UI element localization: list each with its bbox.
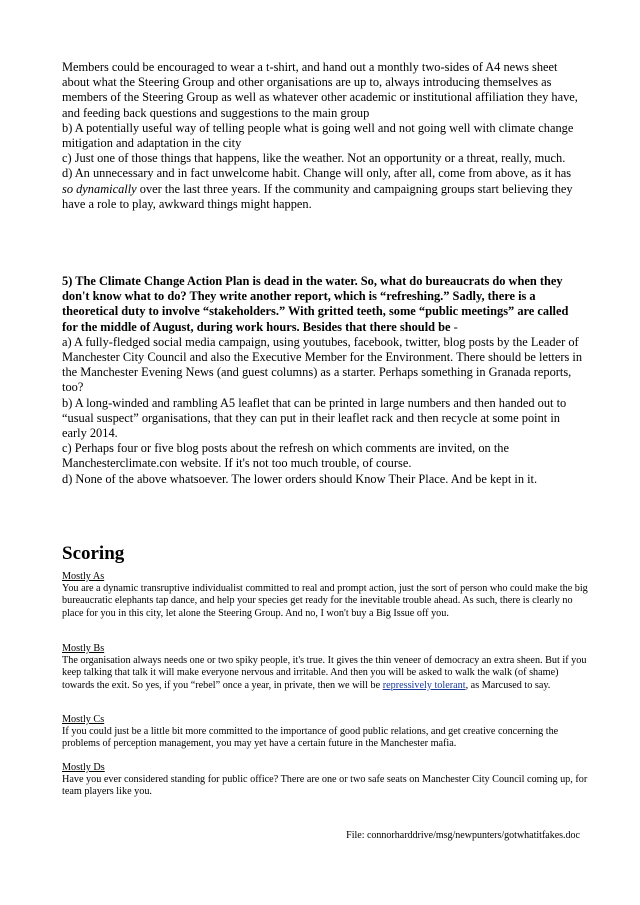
repressively-tolerant-link[interactable]: repressively tolerant (382, 679, 466, 691)
mostly-ds-text: Have you ever considered standing for public office? There are one or two safe seats on Manchester City Council coming up, for team players like you. (62, 774, 588, 798)
mostly-as-label: Mostly As (62, 571, 105, 582)
scoring-bs (62, 643, 588, 692)
option-c: c) Just one of those things that happens, like the weather. Not an opportunity or a threat, really, much. (62, 151, 566, 166)
option-d-text: d) An unnecessary and in fact unwelcome habit. Change will only, after all, come from above, as it has (62, 166, 572, 181)
question-5-section (62, 274, 584, 487)
option-d-emphasis: so dynamically (62, 181, 137, 196)
question-5-text: 5) The Climate Change Action Plan is dead in the water. So, what do bureaucrats do when they don't know what to do? They write another report, which is “refreshing.” Sadly, there is a theoretical duty to involve “stakeholders.” With gritted teeth, some “public meetings” are called for the middle of August, during work hours. Besides that there should be (62, 274, 569, 334)
mostly-bs-text (62, 655, 588, 692)
intro-paragraph: Members could be encouraged to wear a t-shirt, and hand out a monthly two-sides of A4 news sheet about what the Steering Group and other organisations are up to, always introducing themselves as members of the Steering Group as well as whatever other academic or institutional affiliation they have, and feeding back questions and suggestions to the main group (62, 60, 578, 120)
mostly-ds-label: Mostly Ds (62, 762, 105, 773)
option-d-text-end: over the last three years. If the community and campaigning groups start believing they have a role to play, awkward things might happen. (62, 181, 573, 211)
question-5-title (62, 274, 584, 335)
mostly-bs-label: Mostly Bs (62, 643, 105, 654)
q5-option-c: c) Perhaps four or five blog posts about the refresh on which comments are invited, on the Manchesterclimate.con website. If it's not too much trouble, of course. (62, 441, 509, 471)
scoring-heading: Scoring (62, 543, 125, 564)
q5-option-d: d) None of the above whatsoever. The lower orders should Know Their Place. And be kept in it. (62, 471, 538, 486)
q5-option-a: a) A fully-fledged social media campaign, using youtubes, facebook, twitter, blog posts by the Leader of Manchester City Council and also the Executive Member for the Environment. There should be letters in the Manchester Evening News (and guest columns) as a starter. Perhaps something in Granada reports, too? (62, 334, 583, 395)
mostly-cs-text: If you could just be a little bit more committed to the importance of good public relations, and get creative concerning the problems of perception management, you may yet have a certain future in the Manchester mafia. (62, 726, 559, 750)
mostly-as-text: You are a dynamic transruptive individualist committed to real and prompt action, just the sort of person who could make the big bureaucratic elephants tap dance, and help your species get ready for the inevitable trouble ahead. As such, there is clearly no place for you in this city, let alone the Steering Group. And no, I won't buy a Big Issue off you. (62, 583, 588, 619)
mostly-bs-text-start: The organisation always needs one or two spiky people, it's true. It gives the thin veneer of democracy an extra sheen. But if you keep talking that talk it will make everyone nervous and irritable. And then you will be asked to walk the walk (of shame) towards the exit. So yes, if you “rebel” once a year, in private, then we will be (62, 655, 587, 691)
question-5-dash: - (450, 319, 458, 334)
option-d (62, 166, 584, 212)
scoring-ds (62, 762, 588, 799)
q5-option-b: b) A long-winded and rambling A5 leaflet that can be printed in large numbers and then handed out to “usual suspect” organisations, that they can put in their leaflet rack and then recycle at some point in early 2014. (62, 395, 567, 441)
mostly-bs-text-end: , as Marcused to say. (465, 679, 551, 691)
scoring-cs (62, 714, 588, 751)
intro-section (62, 60, 584, 212)
option-b: b) A potentially useful way of telling people what is going well and not going well with climate change mitigation and adaptation in the city (62, 120, 574, 151)
scoring-as (62, 571, 588, 620)
file-path-footer: File: connorharddrive/msg/newpunters/gotwhatitfakes.doc (346, 830, 580, 841)
mostly-cs-label: Mostly Cs (62, 714, 105, 725)
